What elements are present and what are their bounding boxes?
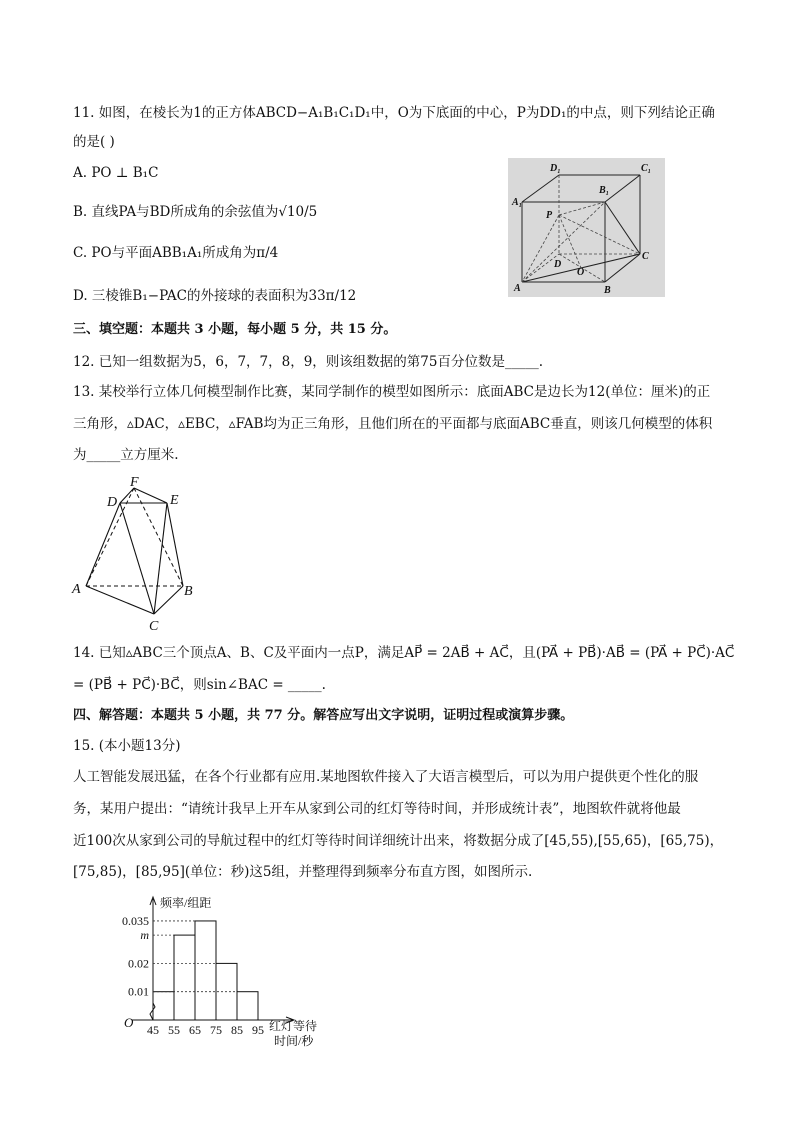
label-f: F (130, 475, 139, 490)
q11-stem-line2: 的是( ) (73, 134, 115, 150)
x-axis-label-line1: 红灯等待 (269, 1019, 318, 1033)
x-axis-label-line2: 时间/秒 (274, 1034, 314, 1048)
q11-option-d: D. 三棱锥B₁−PAC的外接球的表面积为33π/12 (73, 288, 357, 304)
histogram-bar (237, 992, 258, 1020)
label-d: D (107, 495, 118, 510)
q11-option-a: A. PO ⊥ B₁C (73, 165, 159, 181)
label-o: O (577, 267, 585, 278)
histogram-bar (174, 935, 195, 1020)
x-tick-label: 75 (210, 1023, 222, 1037)
pyramid-figure (70, 474, 205, 634)
q15-para-line3: 近100次从家到公司的导航过程中的红灯等待时间详细统计出来，将数据分成了[45,55),[55,65)，[65,75)， (73, 833, 724, 849)
label-c1: C₁ (641, 163, 652, 174)
y-axis-label: 频率/组距 (160, 896, 212, 910)
label-b1: B₁ (599, 185, 610, 196)
q14-line2: = (PB⃗ + PC⃗)·BC⃗，则sin∠BAC = _____. (73, 677, 326, 693)
label-c: C (149, 619, 159, 634)
q15-para-line1: 人工智能发展迅猛，在各个行业都有应用.某地图软件接入了大语言模型后，可以为用户提供更个性化的服 (73, 769, 699, 785)
label-a: A (514, 283, 521, 294)
q11-option-b: B. 直线PA与BD所成角的余弦值为√10/5 (73, 204, 318, 220)
label-a: A (72, 582, 81, 597)
section-4-heading: 四、解答题：本题共 5 小题，共 77 分。解答应写出文字说明，证明过程或演算步骤。 (73, 708, 574, 723)
x-tick-label: 65 (189, 1023, 201, 1037)
histogram-bar (153, 992, 174, 1020)
label-b: B (604, 285, 611, 296)
label-d: D (554, 259, 562, 270)
q13-line2: 三角形，▵DAC，▵EBC，▵FAB均为正三角形，且他们所在的平面都与底面ABC垂直，则该几何模型的体积 (73, 416, 713, 432)
section-3-heading: 三、填空题：本题共 3 小题，每小题 5 分，共 15 分。 (73, 322, 397, 337)
q14-line1: 14. 已知▵ABC三个顶点A、B、C及平面内一点P，满足AP⃗ = 2AB⃗ + AC⃗，且(PA⃗ + PB⃗)·AB⃗ = (PA⃗ + PC⃗)·AC⃗ (73, 645, 735, 661)
y-tick-label: 0.01 (128, 984, 149, 999)
y-tick-label: m (140, 928, 149, 943)
label-d1: D₁ (550, 163, 561, 174)
cube-diagram (508, 158, 665, 297)
q15-title: 15. (本小题13分) (73, 738, 181, 754)
cube-figure (508, 158, 665, 297)
origin-label: O (124, 1015, 134, 1030)
q12-text: 12. 已知一组数据为5，6，7，7，8，9，则该组数据的第75百分位数是_____. (73, 354, 544, 370)
x-tick-label: 85 (231, 1023, 243, 1037)
label-a1: A₁ (512, 197, 523, 208)
label-c: C (642, 251, 649, 262)
q15-para-line2: 务，某用户提出：“请统计我早上开车从家到公司的红灯等待时间，并形成统计表”，地图软件就将他最 (73, 801, 681, 817)
q13-line3: 为_____立方厘米. (73, 447, 179, 463)
frequency-histogram (98, 893, 338, 1058)
histogram-bar (195, 921, 216, 1020)
y-tick-label: 0.02 (128, 956, 149, 971)
label-e: E (170, 493, 179, 508)
q11-option-c: C. PO与平面ABB₁A₁所成角为π/4 (73, 245, 279, 261)
label-b: B (184, 584, 193, 599)
x-tick-label: 95 (252, 1023, 264, 1037)
x-tick-label: 55 (168, 1023, 180, 1037)
q13-line1: 13. 某校举行立体几何模型制作比赛，某同学制作的模型如图所示：底面ABC是边长为12(单位：厘米)的正 (73, 384, 711, 400)
q15-para-line4: [75,85)，[85,95](单位：秒)这5组，并整理得到频率分布直方图，如图所示. (73, 864, 533, 880)
q11-stem-line1: 11. 如图，在棱长为1的正方体ABCD−A₁B₁C₁D₁中，O为下底面的中心，P为DD₁的中点，则下列结论正确 (73, 105, 715, 121)
y-tick-label: 0.035 (122, 913, 149, 928)
x-tick-label: 45 (147, 1023, 159, 1037)
label-p: P (546, 210, 553, 221)
